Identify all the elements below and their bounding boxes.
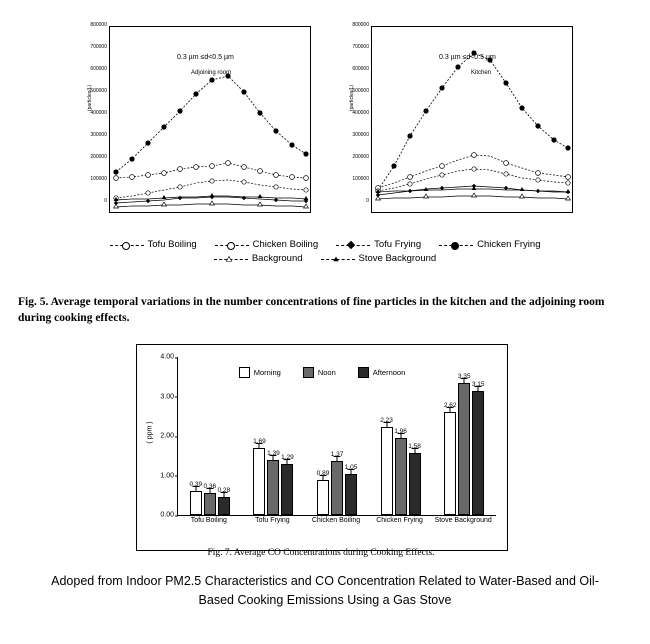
bar-stove-background-noon bbox=[457, 372, 471, 515]
bar-value-label: 3.35 bbox=[457, 372, 471, 380]
bar-chicken-boiling-afternoon bbox=[344, 463, 358, 515]
bar-value-label: 3.15 bbox=[471, 380, 485, 388]
x-label-stove-background: Stove Background bbox=[434, 517, 492, 524]
annotation-room-left: Adjoining room bbox=[191, 70, 232, 76]
line-charts-row bbox=[0, 18, 650, 233]
legend-label-noon: Noon bbox=[317, 368, 336, 377]
circle-open-icon bbox=[110, 240, 144, 250]
bar-value-label: 1.29 bbox=[281, 454, 294, 462]
bar-value-label: 1.39 bbox=[267, 450, 280, 458]
legend-label-background: Background bbox=[251, 253, 303, 264]
annotation-size-range-left: 0.3 µm ≤d<0.5 µm bbox=[177, 54, 234, 61]
legend-label-stove-background: Stove Background bbox=[358, 253, 437, 264]
y-tick-right-500000: 500000 bbox=[352, 88, 369, 94]
bar-chicken-frying-morning bbox=[380, 417, 393, 515]
annotation-size-range-right: 0.3 µm ≤d<0.5 µm bbox=[439, 54, 496, 61]
figure-7-container bbox=[136, 344, 508, 551]
triangle-filled-icon bbox=[321, 254, 355, 264]
bar-chicken-frying-noon bbox=[394, 427, 407, 515]
legend-label-tofu-boiling: Tofu Boiling bbox=[147, 239, 197, 250]
bar-x-axis-labels bbox=[177, 517, 495, 524]
legend-row-1 bbox=[60, 239, 590, 250]
bar-value-label: 1.58 bbox=[408, 442, 421, 450]
y-tick-right-600000: 600000 bbox=[352, 66, 369, 72]
bar-tofu-boiling-noon bbox=[203, 482, 217, 515]
y-tick-right-800000: 800000 bbox=[352, 22, 369, 28]
y-tick-left-800000: 800000 bbox=[90, 22, 107, 28]
bar-y-tick-4-label: 4.00 bbox=[160, 353, 174, 361]
bar-tofu-frying-morning bbox=[253, 438, 266, 515]
y-tick-right-400000: 400000 bbox=[352, 110, 369, 116]
y-tick-left-700000: 700000 bbox=[90, 44, 107, 50]
bar-value-label: 0.89 bbox=[316, 469, 330, 477]
legend-label-chicken-boiling: Chicken Boiling bbox=[252, 239, 319, 250]
y-tick-left-600000: 600000 bbox=[90, 66, 107, 72]
legend-label-morning: Morning bbox=[253, 368, 281, 377]
bar-y-tick-4 bbox=[148, 354, 174, 361]
line-chart-kitchen bbox=[331, 18, 581, 233]
bar-tofu-frying-noon bbox=[267, 450, 280, 515]
y-tick-left-100000: 100000 bbox=[90, 176, 107, 182]
bar-value-label: 0.28 bbox=[217, 487, 231, 495]
bar-y-tick-1-label: 1.00 bbox=[160, 472, 174, 479]
bar-y-tick-1 bbox=[148, 472, 174, 479]
y-tick-right-700000: 700000 bbox=[352, 44, 369, 50]
x-label-chicken-boiling: Chicken Boiling bbox=[311, 517, 361, 524]
bar-y-axis-label: ( ppm ) bbox=[146, 421, 154, 444]
bar-chicken-boiling-noon bbox=[330, 450, 344, 515]
bar-plot-area bbox=[160, 353, 496, 519]
diamond-filled-icon bbox=[336, 240, 370, 250]
line-chart-adjoining-room bbox=[69, 18, 319, 233]
bar-value-label: 2.23 bbox=[380, 417, 393, 424]
figure-5-container bbox=[0, 18, 650, 298]
legend-row-2 bbox=[60, 253, 590, 264]
circle-filled-icon bbox=[439, 240, 473, 250]
y-axis-label-left: (particles/L) bbox=[87, 84, 93, 112]
legend-label-afternoon: Afternoon bbox=[372, 368, 406, 377]
bar-y-tick-3 bbox=[148, 393, 174, 400]
legend-item-tofu-frying bbox=[336, 239, 421, 250]
bar-value-label: 2.62 bbox=[443, 401, 457, 409]
legend-label-tofu-frying: Tofu Frying bbox=[374, 239, 422, 250]
y-tick-right-200000: 200000 bbox=[352, 154, 369, 160]
bar-group-chicken-frying bbox=[369, 357, 433, 515]
bar-value-label: 1.69 bbox=[253, 438, 266, 446]
bar-y-tick-0-label: 0.00 bbox=[160, 511, 174, 519]
bar-group-chicken-boiling bbox=[305, 357, 369, 515]
figure-5-caption: Fig. 5. Average temporal variations in the number concentrations of fine particles in the kitchen and the adjoining room during cooking effects. bbox=[18, 296, 605, 324]
legend-item-chicken-boiling bbox=[215, 239, 318, 250]
legend-item-chicken-frying bbox=[439, 239, 540, 250]
bar-y-tick-0 bbox=[148, 512, 174, 519]
legend-item-stove-background bbox=[321, 253, 437, 264]
y-tick-right-0: 0 bbox=[366, 198, 369, 204]
x-label-chicken-frying: Chicken Frying bbox=[376, 517, 423, 524]
legend-label-chicken-frying: Chicken Frying bbox=[477, 239, 541, 250]
bar-tofu-boiling-morning bbox=[189, 480, 203, 515]
bar-stove-background-afternoon bbox=[471, 380, 485, 515]
y-tick-left-300000: 300000 bbox=[90, 132, 107, 138]
bar-chicken-frying-afternoon bbox=[408, 442, 421, 515]
legend-item-tofu-boiling bbox=[110, 239, 197, 250]
y-tick-left-400000: 400000 bbox=[90, 110, 107, 116]
bar-stove-background-morning bbox=[443, 401, 457, 515]
bar-tofu-frying-afternoon bbox=[281, 454, 294, 515]
bar-value-label: 1.96 bbox=[394, 427, 407, 435]
y-tick-right-300000: 300000 bbox=[352, 132, 369, 138]
annotation-room-right: Kitchen bbox=[471, 70, 492, 76]
bar-groups bbox=[178, 357, 496, 515]
bar-y-tick-3-label: 3.00 bbox=[160, 393, 174, 400]
bar-value-label: 1.05 bbox=[344, 463, 358, 471]
x-label-tofu-boiling: Tofu Boiling bbox=[190, 517, 227, 524]
bar-value-label: 1.37 bbox=[330, 450, 344, 458]
bar-group-tofu-frying bbox=[242, 357, 306, 515]
bar-group-tofu-boiling bbox=[178, 357, 242, 515]
x-label-tofu-frying: Tofu Frying bbox=[255, 517, 290, 524]
bar-y-tick-2 bbox=[148, 433, 174, 440]
bar-chicken-boiling-morning bbox=[316, 469, 330, 515]
figure-7-caption: Fig. 7. Average CO Concentrations during Cooking Effects. bbox=[207, 548, 435, 558]
bar-y-tick-2-label: 2.00 bbox=[160, 432, 174, 440]
circle-open-icon bbox=[215, 240, 249, 250]
y-tick-right-100000: 100000 bbox=[352, 176, 369, 182]
bar-value-label: 0.36 bbox=[203, 482, 217, 490]
figure-5-legend bbox=[60, 239, 590, 264]
y-tick-left-200000: 200000 bbox=[90, 154, 107, 160]
legend-item-background bbox=[214, 253, 303, 264]
source-attribution: Adoped from Indoor PM2.5 Characteristics and CO Concentration Related to Water-Based and Oil-Based Cooking Emissions Using a Gas Stove bbox=[51, 574, 599, 608]
bar-tofu-boiling-afternoon bbox=[217, 487, 231, 515]
bar-group-stove-background bbox=[432, 357, 496, 515]
triangle-open-icon bbox=[214, 254, 248, 264]
y-axis-label-right: (particles/L) bbox=[349, 84, 355, 112]
y-tick-left-500000: 500000 bbox=[90, 88, 107, 94]
bar-value-label: 0.39 bbox=[189, 480, 203, 488]
y-tick-left-0: 0 bbox=[104, 198, 107, 204]
